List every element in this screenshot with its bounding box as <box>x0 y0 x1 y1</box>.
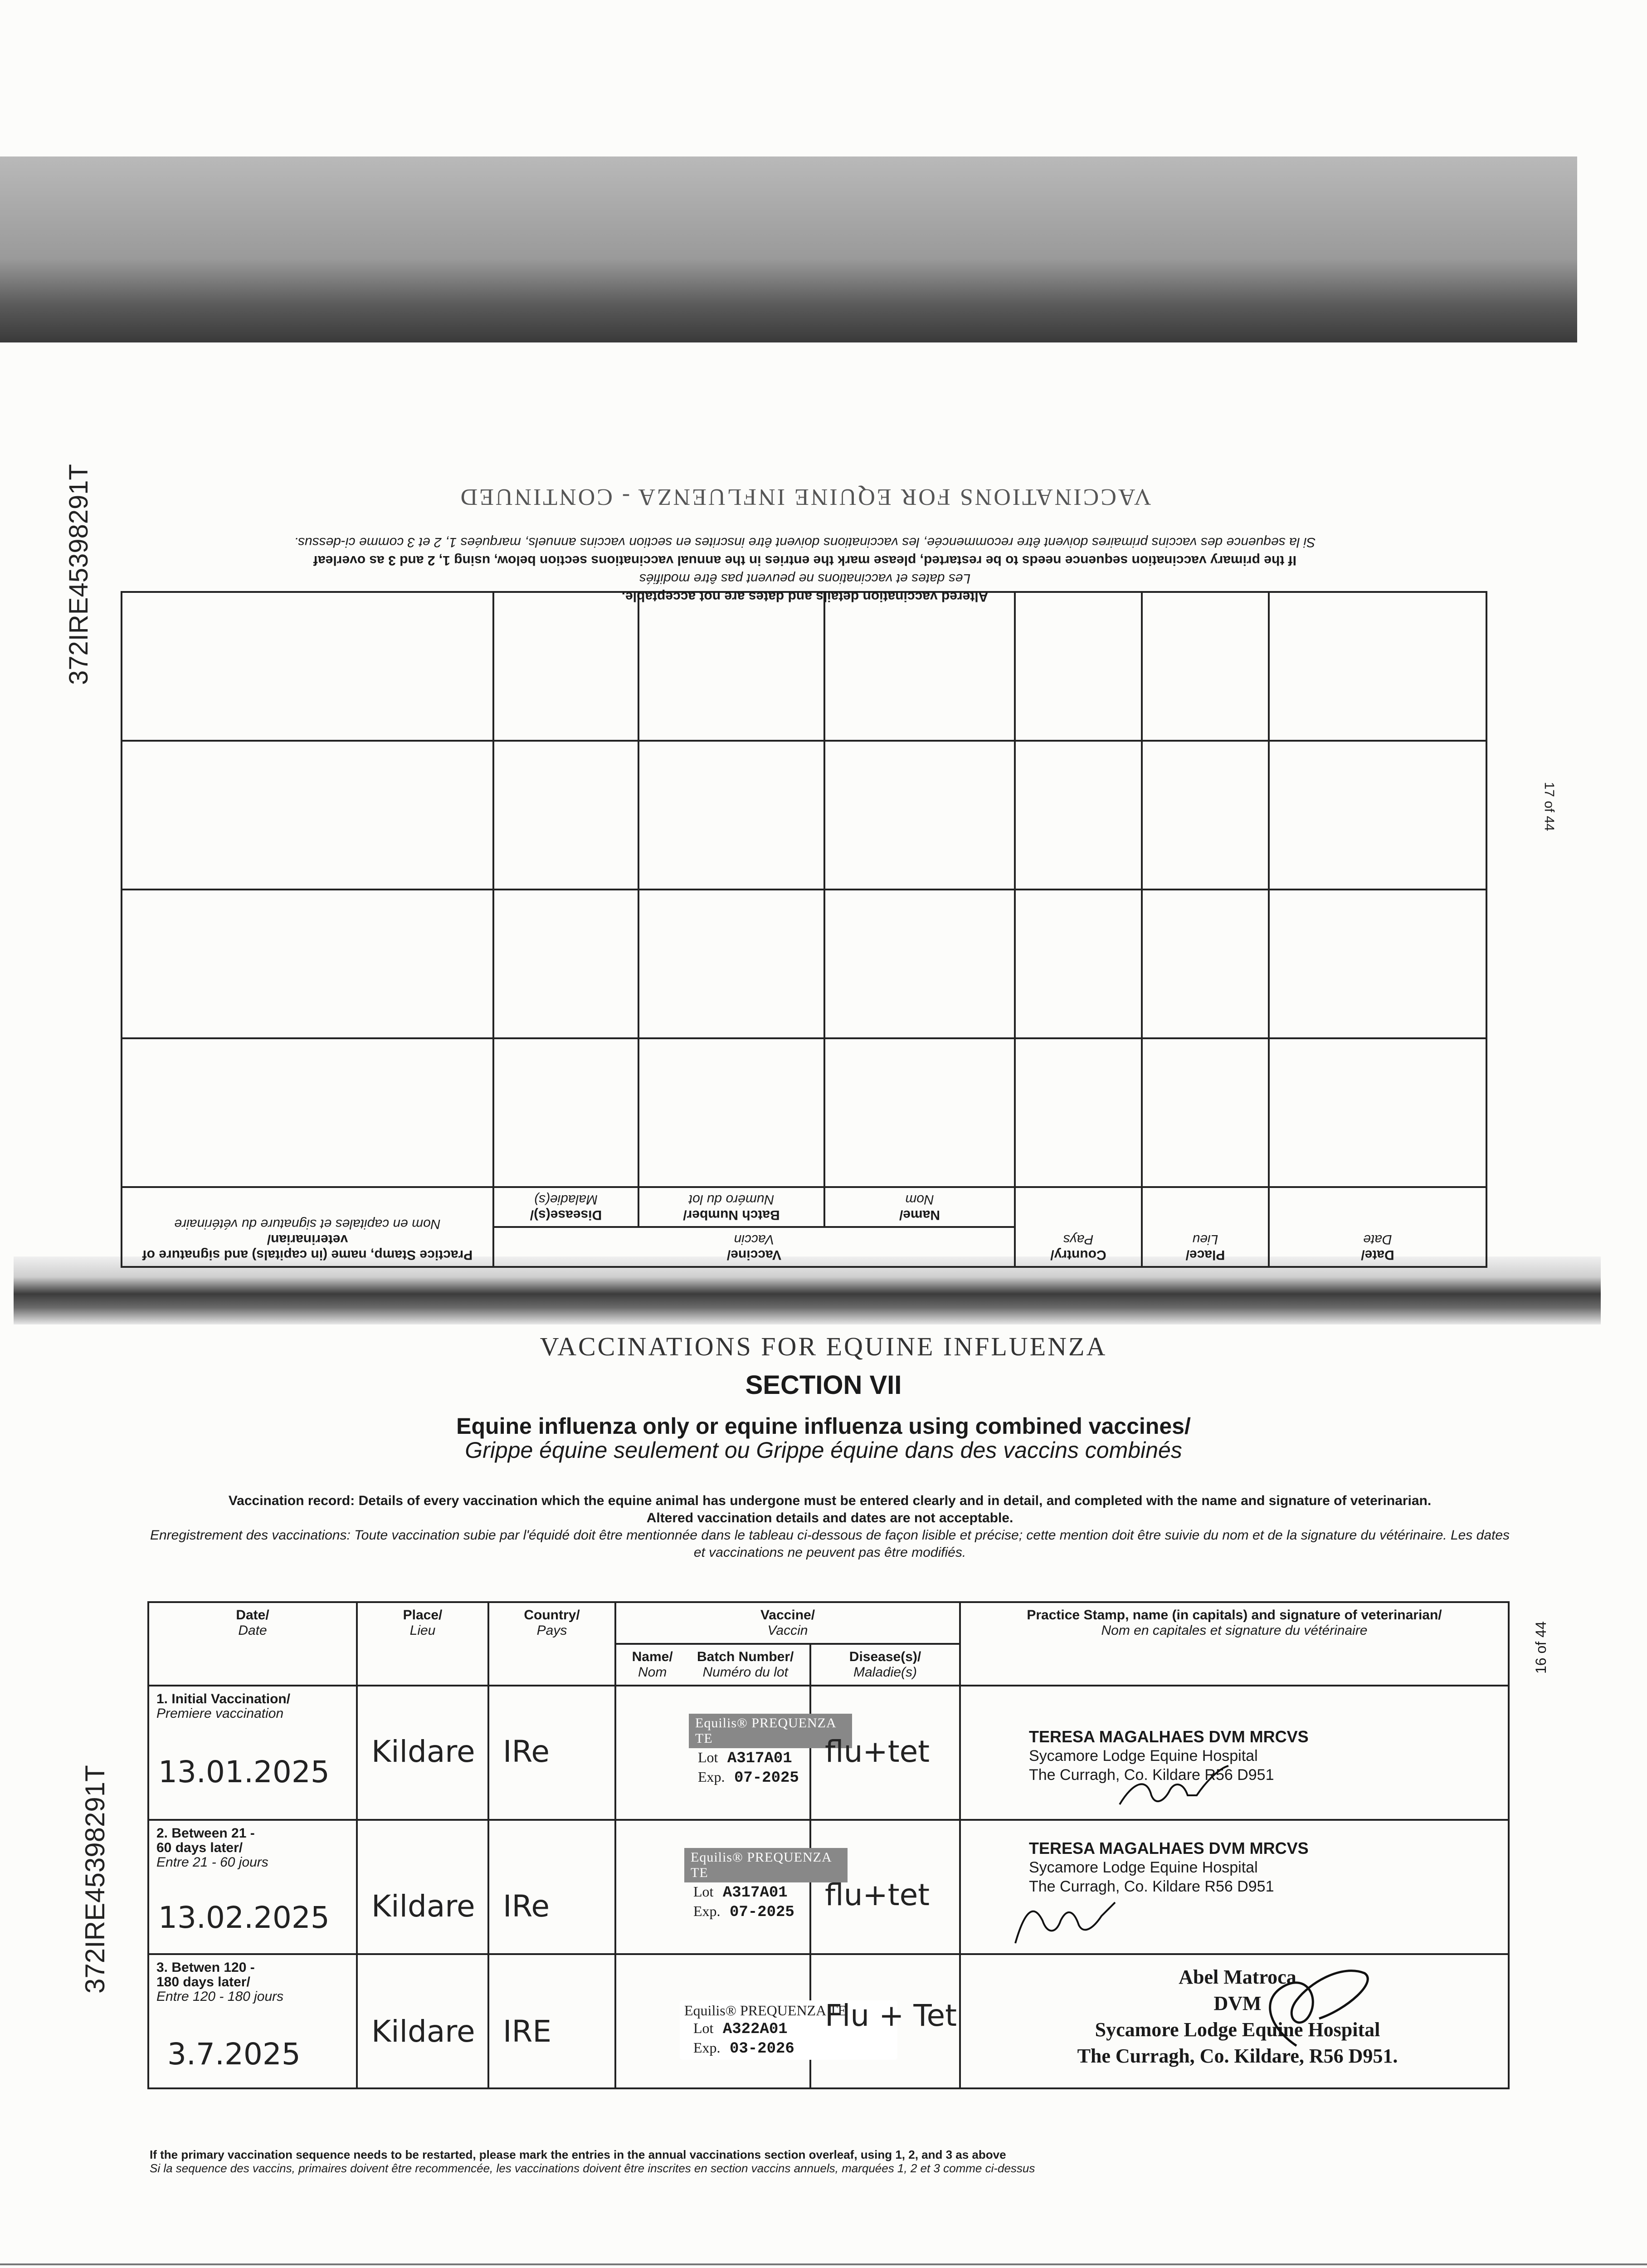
handwritten-date: 3.7.2025 <box>167 2037 301 2072</box>
exp-label: Exp. <box>693 1903 721 1919</box>
vet-name: Abel Matroca <box>1179 1966 1296 1988</box>
upper-empty-row <box>122 890 1486 1038</box>
vet-practice: Sycamore Lodge Equine Hospital <box>1029 1747 1258 1765</box>
vaccination-row <box>148 1954 1509 2088</box>
row-vaccine-cell <box>615 1954 847 2088</box>
col-country: Country/ Pays <box>488 1602 615 1686</box>
exp-date: 07-2025 <box>729 1904 794 1921</box>
upper-page-number: 17 of 44 <box>1541 782 1557 831</box>
row-vaccine-cell <box>615 1820 832 1954</box>
handwritten-place: Kildare <box>371 1889 475 1924</box>
row-disease-cell <box>810 1820 960 1954</box>
upper-col-name: Name/ Nom <box>824 1187 1015 1227</box>
upper-empty-row <box>122 592 1486 741</box>
page-edge <box>0 2263 1647 2265</box>
upper-document-id: 372IRE45398291T <box>64 464 93 685</box>
vaccine-brand: Equilis® PREQUENZA TE <box>689 1714 852 1748</box>
row-date-cell <box>148 1820 357 1954</box>
vet-address: The Curragh, Co. Kildare R56 D951 <box>1029 1766 1274 1784</box>
col-date: Date/ Date <box>148 1602 357 1686</box>
row-place-cell <box>357 1954 488 2088</box>
lot-number: A317A01 <box>727 1750 792 1767</box>
row-disease-cell <box>810 1686 960 1820</box>
handwritten-place: Kildare <box>371 2014 475 2049</box>
subtitle-fr: Grippe équine seulement ou Grippe équine dans des vaccins combinés <box>465 1437 1182 1463</box>
col-disease: Disease(s)/ Maladie(s) <box>810 1644 960 1686</box>
upper-col-batch: Batch Number/ Numéro du lot <box>638 1187 824 1227</box>
upper-col-disease: Disease(s)/ Maladie(s) <box>493 1187 638 1227</box>
upper-col-country: Country/ Pays <box>1015 1187 1142 1267</box>
row-country-cell <box>488 1954 615 2088</box>
exp-label: Exp. <box>693 2039 721 2056</box>
upper-empty-row <box>122 741 1486 890</box>
row-label-en: 1. Initial Vaccination/ <box>156 1691 291 1706</box>
upper-col-date: Date/ Date <box>1269 1187 1486 1267</box>
upper-col-place: Place/ Lieu <box>1142 1187 1269 1267</box>
vet-practice: Sycamore Lodge Equine Hospital <box>1095 2019 1380 2041</box>
row-date-cell <box>148 1686 357 1820</box>
exp-date: 03-2026 <box>729 2040 794 2058</box>
upper-notes <box>122 484 1487 606</box>
row-label-fr: Entre 120 - 180 jours <box>156 1989 284 2004</box>
handwritten-date: 13.02.2025 <box>158 1900 330 1935</box>
record-text-fr: Toute vaccination subie par l'équidé doit être mentionnée dans le tableau ci-dessous de façon lisible et précise; cette mention doit être suivie du nom et de la signature du vétérinaire. Les dates et vaccinations ne peuvent pas être modifiés. <box>354 1528 1510 1560</box>
vaccine-brand: Equilis® PREQUENZA TE <box>684 2002 847 2019</box>
vet-address: The Curragh, Co. Kildare R56 D951 <box>1029 1878 1274 1895</box>
upper-note-4: Si la sequence des vaccins primaires doivent être recommencée, les vaccinations doivent être inscrites en section vaccins annuels, marquées 1, 2 et 3 comme ci-dessus. <box>294 535 1316 550</box>
row-label-fr: Premiere vaccination <box>156 1706 284 1721</box>
upper-page-rotated <box>122 451 1557 1268</box>
row-country-cell <box>488 1686 615 1820</box>
record-text-en-2: Altered vaccination details and dates are not acceptable. <box>646 1510 1014 1525</box>
col-vaccine-name: Name/ Nom Batch Number/ Numéro du lot <box>615 1644 810 1686</box>
row-country-cell <box>488 1820 615 1954</box>
row-date-cell <box>148 1954 357 2088</box>
subtitle-en: Equine influenza only or equine influenza using combined vaccines/ <box>456 1413 1191 1439</box>
handwritten-country: IRE <box>503 2014 552 2049</box>
upper-empty-row <box>122 1038 1486 1187</box>
vaccination-row <box>148 1686 1509 1820</box>
lower-page-number: 16 of 44 <box>1533 1621 1549 1674</box>
upper-col-practice: Practice Stamp, name (in capitals) and signature of veterinarian/ Nom en capitales et signature du vétérinaire <box>122 1187 493 1267</box>
upper-heading: VACCINATIONS FOR EQUINE INFLUENZA - CONTINUED <box>458 484 1151 510</box>
handwritten-date: 13.01.2025 <box>158 1755 330 1789</box>
scanner-shadow-band <box>0 156 1577 342</box>
upper-col-vaccine: Vaccine/ Vaccin <box>493 1227 1015 1267</box>
row-label-fr: Entre 21 - 60 jours <box>156 1855 268 1870</box>
handwritten-disease: flu+tet <box>825 1734 930 1769</box>
lower-document-id: 372IRE45398291T <box>80 1765 110 1994</box>
lot-label: Lot <box>698 1749 718 1765</box>
vet-name: TERESA MAGALHAES DVM MRCVS <box>1029 1839 1309 1857</box>
row-label-en: 3. Betwen 120 - 180 days later/ <box>156 1960 255 1989</box>
col-vaccine: Vaccine/ Vaccin <box>615 1602 960 1644</box>
lower-vaccination-table <box>147 1601 1510 2089</box>
vet-title: DVM <box>1213 1992 1262 2014</box>
exp-label: Exp. <box>698 1769 725 1785</box>
vet-address: The Curragh, Co. Kildare, R56 D951. <box>1077 2045 1398 2067</box>
record-label-en: Vaccination record: <box>228 1493 355 1508</box>
handwritten-place: Kildare <box>371 1734 475 1769</box>
exp-date: 07-2025 <box>734 1769 799 1787</box>
upper-note-3: If the primary vaccination sequence needs to be restarted, please mark the entries in the annual vaccinations section below, using 1, 2 and 3 as overleaf <box>313 553 1296 568</box>
handwritten-disease: Flu + Tet <box>825 1998 957 2033</box>
vet-name: TERESA MAGALHAES DVM MRCVS <box>1029 1727 1309 1746</box>
row-practice-cell <box>960 1954 1509 2088</box>
vaccination-record-instructions <box>145 1492 1515 1561</box>
lot-label: Lot <box>693 1883 714 1900</box>
handwritten-country: IRe <box>503 1889 550 1924</box>
row-place-cell <box>357 1820 488 1954</box>
row-practice-cell <box>960 1820 1509 1954</box>
upper-note-1: Altered vaccination details and dates are not acceptable. <box>621 589 989 604</box>
vet-signature <box>1011 1893 1120 1948</box>
lot-label: Lot <box>693 2020 714 2036</box>
row-label-en: 2. Between 21 - 60 days later/ <box>156 1826 255 1855</box>
row-place-cell <box>357 1686 488 1820</box>
vaccination-row <box>148 1820 1509 1954</box>
vaccine-brand: Equilis® PREQUENZA TE <box>684 1848 848 1882</box>
upper-vaccination-table <box>121 591 1487 1268</box>
row-disease-cell <box>810 1954 960 2088</box>
col-practice: Practice Stamp, name (in capitals) and signature of veterinarian/ Nom en capitales et signature du vétérinaire <box>960 1602 1509 1686</box>
col-place: Place/ Lieu <box>357 1602 488 1686</box>
record-label-fr: Enregistrement des vaccinations: <box>150 1528 351 1543</box>
vet-signature <box>1242 1960 1378 2050</box>
handwritten-country: IRe <box>503 1734 550 1769</box>
row-practice-cell <box>960 1686 1509 1820</box>
lot-number: A322A01 <box>722 2021 788 2038</box>
lot-number: A317A01 <box>722 1884 788 1901</box>
vet-stamp <box>1029 1839 1309 1896</box>
vet-signature <box>1115 1764 1233 1813</box>
record-text-en: Details of every vaccination which the equine animal has undergone must be entered clearly and in detail, and completed with the name and signature of veterinarian. <box>358 1493 1432 1508</box>
handwritten-disease: flu+tet <box>825 1877 930 1912</box>
footnote-fr: Si la sequence des vaccins, primaires doivent être recommencée, les vaccinations doivent être inscrites en section vaccins annuels, marquées 1, 2 et 3 comme ci-dessus <box>150 2161 1035 2175</box>
section-title: SECTION VII <box>745 1370 902 1400</box>
footnote <box>150 2148 1510 2175</box>
row-vaccine-cell <box>615 1686 837 1820</box>
lower-heading: VACCINATIONS FOR EQUINE INFLUENZA <box>540 1332 1107 1361</box>
vet-practice: Sycamore Lodge Equine Hospital <box>1029 1859 1258 1876</box>
footnote-en: If the primary vaccination sequence needs to be restarted, please mark the entries in the annual vaccinations section overleaf, using 1, 2, and 3 as above <box>150 2148 1006 2161</box>
upper-note-2: Les dates et vaccinations ne peuvent pas être modifiés <box>639 571 971 586</box>
